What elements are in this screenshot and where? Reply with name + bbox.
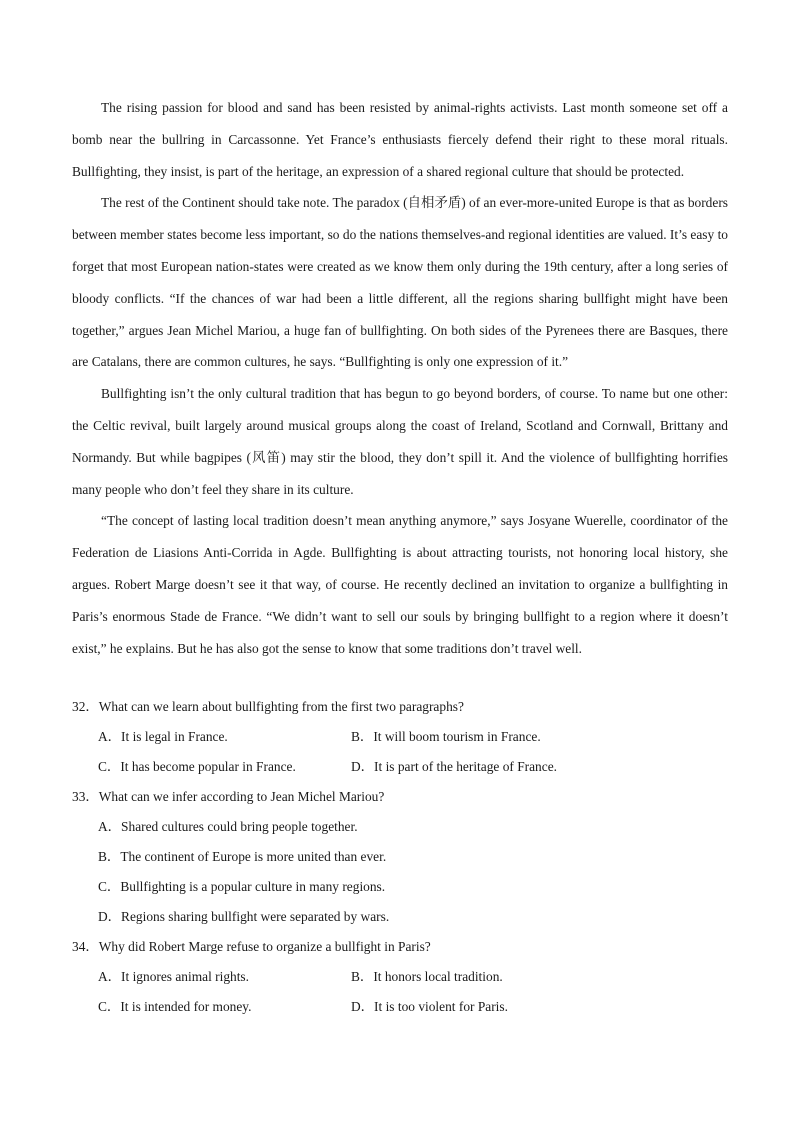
option-d[interactable]: D．It is part of the heritage of France. (351, 759, 557, 774)
option-row (72, 722, 728, 752)
option-c[interactable]: C．It has become popular in France. (98, 759, 296, 774)
passage-paragraph-3: Bullfighting isn’t the only cultural tradition that has begun to go beyond borders, of course. To name but one other: the Celtic revival, built largely around musical groups along the coast of Ireland, Scotland and Cornwall, Brittany and Normandy. But while bagpipes (风笛) may stir the blood, they don’t spill it. And the violence of bullfighting horrifies many people who don’t feel they share in its culture. (72, 386, 728, 497)
question-32 (72, 692, 728, 782)
option-a[interactable]: A．It ignores animal rights. (98, 969, 249, 984)
question-stem: 32．What can we learn about bullfighting from the first two paragraphs? (72, 699, 464, 714)
question-34 (72, 932, 728, 1022)
option-a[interactable]: A．It is legal in France. (98, 729, 228, 744)
option-d[interactable]: D．Regions sharing bullfight were separated by wars. (98, 909, 390, 924)
reading-passage (72, 92, 728, 664)
question-stem: 34．Why did Robert Marge refuse to organize a bullfight in Paris? (72, 939, 431, 954)
option-c[interactable]: C．Bullfighting is a popular culture in many regions. (98, 879, 386, 894)
option-b[interactable]: B．It will boom tourism in France. (351, 729, 541, 744)
option-row (72, 962, 728, 992)
option-a[interactable]: A．Shared cultures could bring people together. (98, 819, 358, 834)
passage-paragraph-2: The rest of the Continent should take note. The paradox (自相矛盾) of an ever-more-united Europe is that as borders between member states become less important, so do the nations themselves-and regional identities are valued. It’s easy to forget that most European nation-states were created as we know them only during the 19th century, after a long series of bloody conflicts. “If the chances of war had been a little different, all the regions sharing bullfight might have been together,” argues Jean Michel Mariou, a huge fan of bullfighting. On both sides of the Pyrenees there are Basques, there are Catalans, there are common cultures, he says. “Bullfighting is only one expression of it.” (72, 195, 728, 370)
passage-paragraph-1: The rising passion for blood and sand has been resisted by animal-rights activists. Last month someone set off a bomb near the bullring in Carcassonne. Yet France’s enthusiasts fiercely defend their right to these moral rituals. Bullfighting, they insist, is part of the heritage, an expression of a shared regional culture that should be protected. (72, 100, 728, 179)
option-b[interactable]: B．It honors local tradition. (351, 969, 503, 984)
option-d[interactable]: D．It is too violent for Paris. (351, 999, 508, 1014)
option-c[interactable]: C．It is intended for money. (98, 999, 252, 1014)
option-row (72, 992, 728, 1022)
option-b[interactable]: B．The continent of Europe is more united than ever. (98, 849, 387, 864)
question-stem: 33．What can we infer according to Jean Michel Mariou? (72, 789, 385, 804)
option-row (72, 752, 728, 782)
question-33 (72, 782, 728, 932)
passage-paragraph-4: “The concept of lasting local tradition doesn’t mean anything anymore,” says Josyane Wuerelle, coordinator of the Federation de Liasions Anti-Corrida in Agde. Bullfighting is about attracting tourists, not honoring local history, she argues. Robert Marge doesn’t see it that way, of course. He recently declined an invitation to organize a bullfighting in Paris’s enormous Stade de France. “We didn’t want to sell our souls by bringing bullfight to a region where it doesn’t exist,” he explains. But he has also got the sense to know that some traditions don’t travel well. (72, 513, 728, 656)
question-list (72, 692, 728, 1022)
